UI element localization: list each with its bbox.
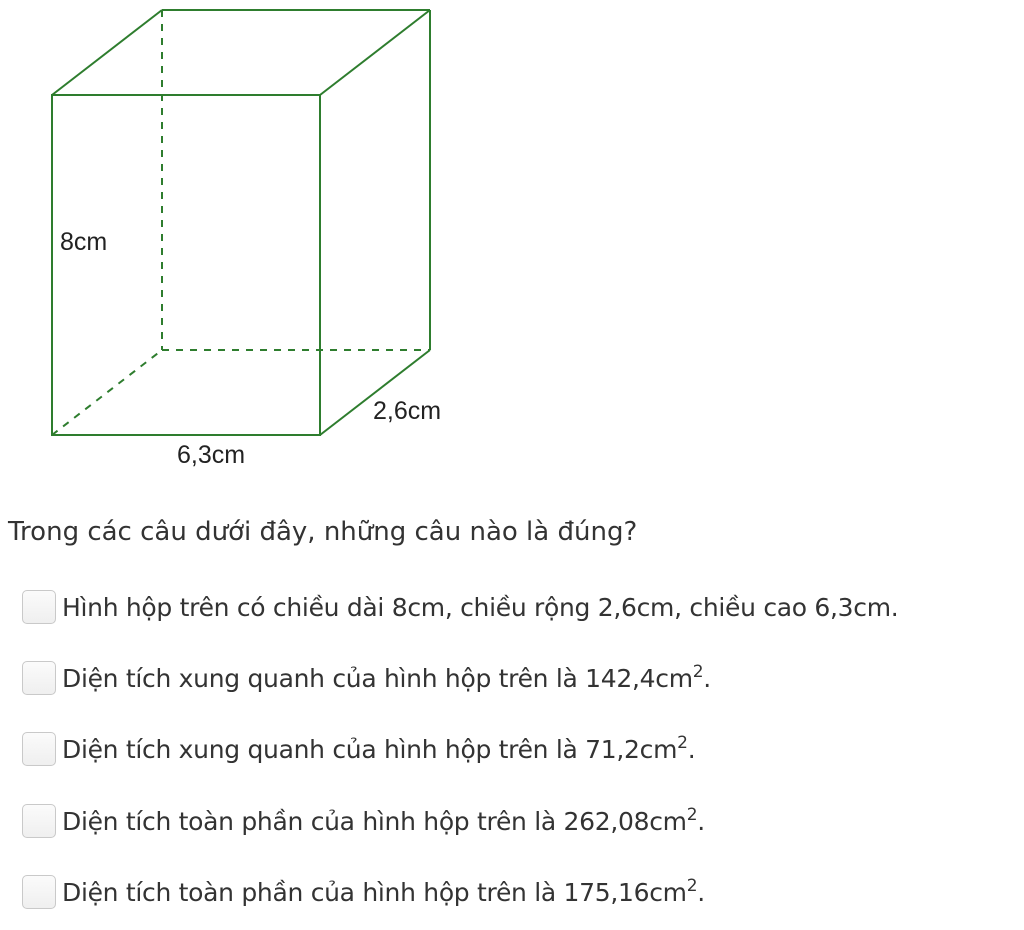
option-1[interactable]: [22, 585, 898, 629]
option-4-checkbox[interactable]: [22, 804, 56, 838]
question-text: Trong các câu dưới đây, những câu nào là đúng?: [8, 517, 638, 547]
option-5-label: Diện tích toàn phần của hình hộp trên là $175,16cm^2$.: [62, 875, 705, 907]
option-4-label: Diện tích toàn phần của hình hộp trên là $262,08cm^2$.: [62, 804, 705, 836]
option-3-checkbox[interactable]: [22, 732, 56, 766]
option-4[interactable]: [22, 799, 705, 843]
edge-top-left-depth: [52, 10, 162, 95]
front-face: [52, 95, 320, 435]
width-label: 2,6cm: [373, 397, 442, 425]
hidden-edge-bottom-depth: [52, 350, 162, 435]
option-2-label: Diện tích xung quanh của hình hộp trên là $142,4cm^2$.: [62, 661, 711, 693]
option-1-checkbox[interactable]: [22, 590, 56, 624]
option-1-label: Hình hộp trên có chiều dài 8cm, chiều rộng 2,6cm, chiều cao 6,3cm.: [62, 592, 899, 622]
option-5-checkbox[interactable]: [22, 875, 56, 909]
option-2[interactable]: [22, 656, 711, 700]
length-label: 6,3cm: [177, 441, 246, 469]
height-label: 8cm: [60, 228, 108, 256]
rectangular-box-figure: [0, 0, 480, 480]
edge-top-right-depth: [320, 10, 430, 95]
option-5[interactable]: [22, 870, 705, 914]
option-3-label: Diện tích xung quanh của hình hộp trên là $71,2cm^2$.: [62, 732, 696, 764]
option-2-checkbox[interactable]: [22, 661, 56, 695]
option-3[interactable]: [22, 727, 695, 771]
